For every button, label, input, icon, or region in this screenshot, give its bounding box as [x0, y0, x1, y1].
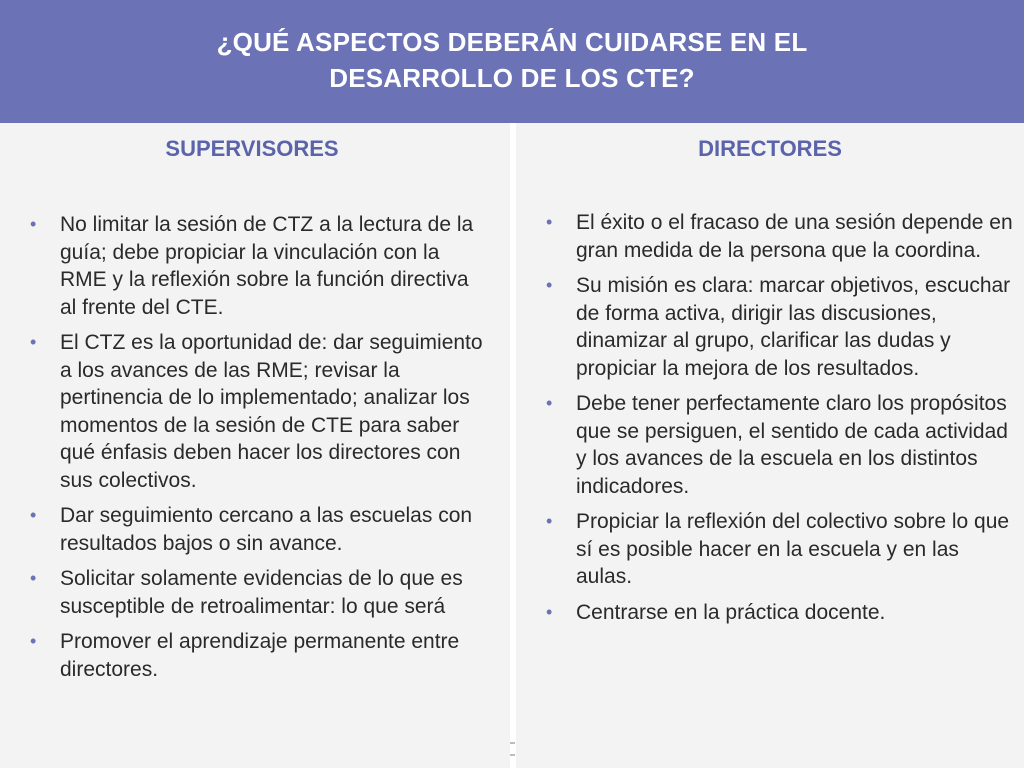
- list-item: [544, 390, 1016, 500]
- bullet-dot-icon: •: [30, 332, 37, 352]
- directores-list: [544, 209, 1016, 634]
- list-item: [544, 599, 1016, 627]
- list-item: [28, 628, 488, 683]
- list-item-text: El éxito o el fracaso de una sesión depende en gran medida de la persona que la coordina.: [576, 211, 1013, 262]
- list-item-text: Su misión es clara: marcar objetivos, escuchar de forma activa, dirigir las discusiones, dinamizar al grupo, clarificar las dudas y propiciar la mejora de los resultados.: [576, 274, 1011, 380]
- list-item: [544, 508, 1016, 591]
- list-item: [28, 329, 488, 494]
- list-item-text: El CTZ es la oportunidad de: dar seguimiento a los avances de las RME; revisar la pertinencia de lo implementado; analizar los momentos de la sesión de CTE para saber qué énfasis deben hacer los directores con sus colectivos.: [60, 331, 483, 492]
- bullet-dot-icon: •: [546, 212, 553, 232]
- bullet-dot-icon: •: [546, 275, 553, 295]
- bullet-dot-icon: •: [30, 568, 37, 588]
- directores-heading: DIRECTORES: [698, 136, 842, 161]
- list-item-text: Solicitar solamente evidencias de lo que es susceptible de retroalimentar: lo que será: [60, 567, 463, 618]
- list-item: [544, 209, 1016, 264]
- list-item: [28, 565, 488, 620]
- list-item: [28, 211, 488, 321]
- list-item: [28, 502, 488, 557]
- list-item-text: Debe tener perfectamente claro los propósitos que se persiguen, el sentido de cada actividad y los avances de la escuela en los distintos indicadores.: [576, 392, 1008, 498]
- list-item-text: Promover el aprendizaje permanente entre directores.: [60, 630, 460, 681]
- bullet-dot-icon: •: [546, 393, 553, 413]
- bullet-dot-icon: •: [30, 214, 37, 234]
- list-item-text: Propiciar la reflexión del colectivo sobre lo que sí es posible hacer en la escuela y en las aulas.: [576, 510, 1010, 588]
- list-item: [544, 272, 1016, 382]
- supervisores-list: [28, 211, 488, 691]
- list-item-text: No limitar la sesión de CTZ a la lectura de la guía; debe propiciar la vinculación con la RME y la reflexión sobre la función directiva al frente del CTE.: [60, 213, 474, 319]
- bullet-dot-icon: •: [546, 601, 553, 622]
- bullet-dot-icon: •: [30, 631, 37, 651]
- slide-title-line-1: ¿QUÉ ASPECTOS DEBERÁN CUIDARSE EN EL: [216, 26, 808, 57]
- bullet-dot-icon: •: [546, 511, 553, 531]
- directores-column: [516, 123, 1024, 768]
- supervisores-heading: SUPERVISORES: [165, 136, 339, 161]
- divider-tick: [510, 754, 515, 756]
- slide-header: [0, 0, 1024, 123]
- divider-tick: [510, 742, 515, 744]
- list-item-text: Centrarse en la práctica docente.: [576, 600, 886, 624]
- list-item-text: Dar seguimiento cercano a las escuelas con resultados bajos o sin avance.: [60, 504, 473, 555]
- slide-title-line-2: DESARROLLO DE LOS CTE?: [329, 62, 695, 93]
- supervisores-column: [0, 123, 510, 768]
- bullet-dot-icon: •: [30, 505, 37, 525]
